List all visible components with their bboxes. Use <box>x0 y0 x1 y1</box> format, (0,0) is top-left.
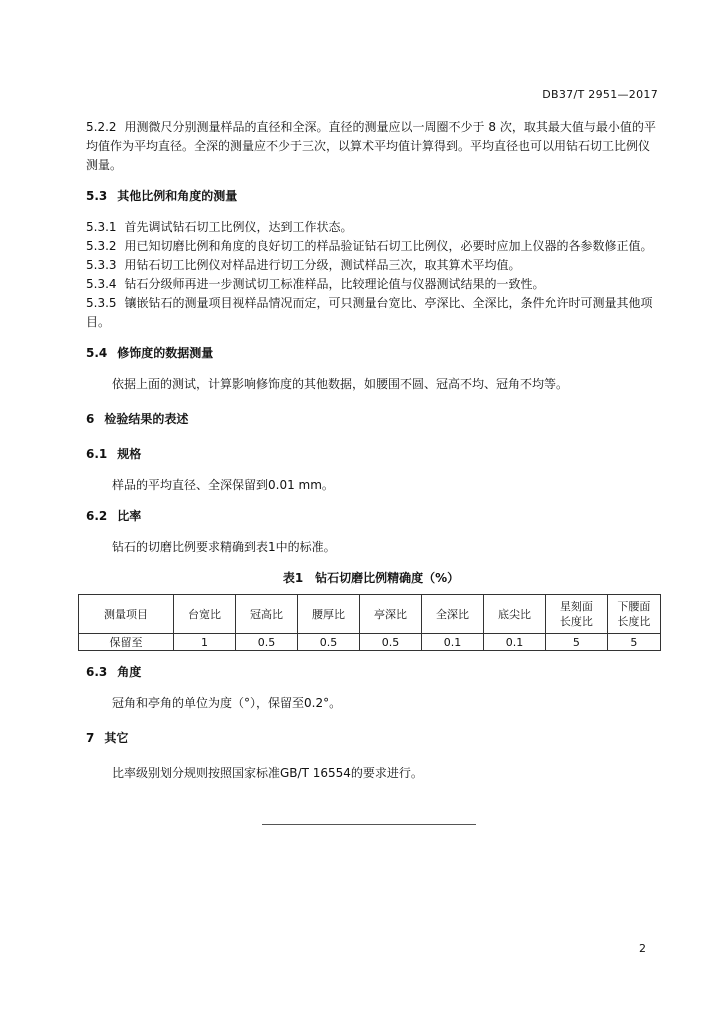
section-5-4-heading <box>86 344 656 363</box>
table-cell: 1 <box>174 634 236 651</box>
clause-number: 5.3.1 <box>86 220 117 234</box>
table-row <box>79 634 661 651</box>
clause-text: 用测微尺分别测量样品的直径和全深。直径的测量应以一周圈不少于 8 次，取其最大值与最小值的平均值作为平均直径。全深的测量应不少于三次，以算术平均值计算得到。平均直径也可以用钻石切工比例仪测量。 <box>86 120 656 172</box>
table-cell: 5 <box>607 634 660 651</box>
table-cell: 0.5 <box>297 634 359 651</box>
section-title: 其他比例和角度的测量 <box>117 189 238 203</box>
document-body <box>86 118 656 783</box>
clause-number: 5.3.3 <box>86 258 117 272</box>
clause-text: 镶嵌钻石的测量项目视样品情况而定，可只测量台宽比、亭深比、全深比，条件允许时可测量其他项目。 <box>86 296 653 329</box>
clause-number: 5.2.2 <box>86 120 117 134</box>
precision-table <box>78 594 661 651</box>
clause-text: 钻石分级师再进一步测试切工标准样品，比较理论值与仪器测试结果的一致性。 <box>124 277 545 291</box>
section-6-3-heading <box>86 663 656 682</box>
section-6-3-text: 冠角和亭角的单位为度（°），保留至0.2°。 <box>112 696 342 710</box>
section-number: 6.2 <box>86 509 108 523</box>
section-title: 检验结果的表述 <box>104 412 189 426</box>
standard-code: DB37/T 2951—2017 <box>542 88 658 101</box>
clause-5-3-5 <box>86 294 656 332</box>
table-header-row <box>79 595 661 634</box>
chapter-7-text: 比率级别划分规则按照国家标准GB/T 16554的要求进行。 <box>112 766 423 780</box>
table-header-cell: 亭深比 <box>359 595 421 634</box>
section-title: 修饰度的数据测量 <box>117 346 214 360</box>
table-header-cell: 测量项目 <box>79 595 174 634</box>
section-5-3-heading <box>86 187 656 206</box>
header-line: 下腰面 <box>617 600 651 613</box>
table-cell: 保留至 <box>79 634 174 651</box>
header-line: 星刻面 <box>559 600 593 613</box>
section-number: 5.3 <box>86 189 108 203</box>
clause-5-3-4 <box>86 275 656 294</box>
clause-5-3-2 <box>86 237 656 256</box>
section-number: 6.1 <box>86 447 108 461</box>
section-title: 角度 <box>117 665 142 679</box>
clause-number: 5.3.5 <box>86 296 117 310</box>
table-header-cell <box>545 595 607 634</box>
clause-text: 用已知切磨比例和角度的良好切工的样品验证钻石切工比例仪，必要时应加上仪器的各参数修正值。 <box>124 239 653 253</box>
end-rule <box>262 824 476 825</box>
clause-5-3-3 <box>86 256 656 275</box>
section-6-2-text: 钻石的切磨比例要求精确到表1中的标准。 <box>112 540 336 554</box>
section-title: 规格 <box>117 447 142 461</box>
section-number: 6 <box>86 412 95 426</box>
section-title: 比率 <box>117 509 142 523</box>
clause-number: 5.3.2 <box>86 239 117 253</box>
section-number: 6.3 <box>86 665 108 679</box>
table-1-title: 表1 钻石切磨比例精确度（%） <box>282 571 460 585</box>
table-cell: 0.1 <box>421 634 483 651</box>
chapter-7-heading <box>86 729 656 748</box>
section-6-2-heading <box>86 507 656 526</box>
section-title: 其它 <box>104 731 129 745</box>
chapter-6-heading <box>86 410 656 429</box>
table-header-cell: 台宽比 <box>174 595 236 634</box>
section-number: 7 <box>86 731 95 745</box>
page-number: 2 <box>639 942 646 955</box>
header-line: 长度比 <box>559 615 593 628</box>
table-header-cell <box>607 595 660 634</box>
table-cell: 0.5 <box>359 634 421 651</box>
section-5-4-text: 依据上面的测试，计算影响修饰度的其他数据，如腰围不圆、冠高不均、冠角不均等。 <box>112 377 569 391</box>
clause-text: 首先调试钻石切工比例仪，达到工作状态。 <box>124 220 353 234</box>
section-6-1-text: 样品的平均直径、全深保留到0.01 mm。 <box>112 478 334 492</box>
clause-5-2-2 <box>86 118 656 175</box>
clause-5-3-1 <box>86 218 656 237</box>
clause-number: 5.3.4 <box>86 277 117 291</box>
table-header-cell: 全深比 <box>421 595 483 634</box>
section-6-1-heading <box>86 445 656 464</box>
table-header-cell: 腰厚比 <box>297 595 359 634</box>
table-cell: 0.5 <box>235 634 297 651</box>
clause-text: 用钻石切工比例仪对样品进行切工分级，测试样品三次，取其算术平均值。 <box>124 258 521 272</box>
header-line: 长度比 <box>617 615 651 628</box>
table-header-cell: 冠高比 <box>235 595 297 634</box>
table-header-cell: 底尖比 <box>483 595 545 634</box>
section-number: 5.4 <box>86 346 108 360</box>
table-cell: 0.1 <box>483 634 545 651</box>
table-cell: 5 <box>545 634 607 651</box>
